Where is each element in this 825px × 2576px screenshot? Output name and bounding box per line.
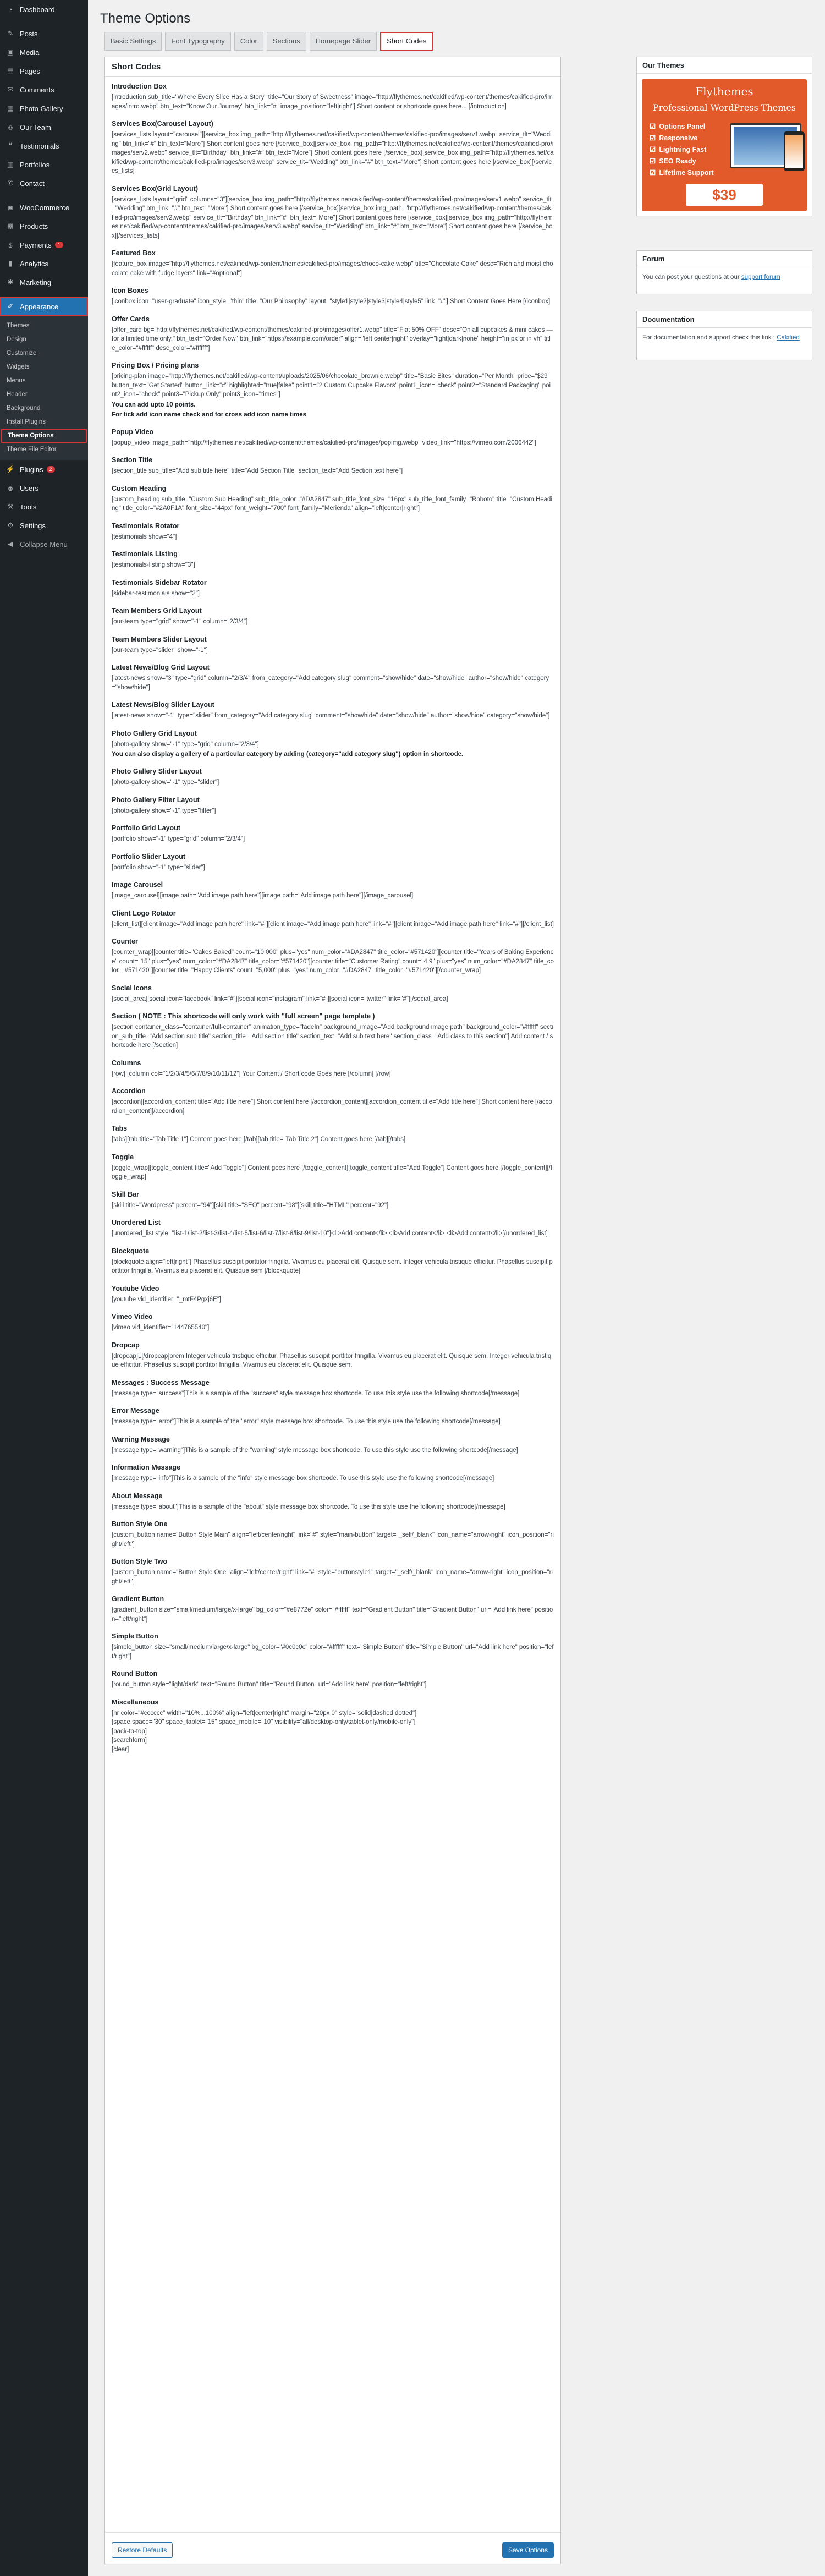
sidebar-item-label: Dashboard bbox=[20, 5, 55, 14]
posts-icon: ✎ bbox=[7, 29, 14, 37]
sidebar-item-label: Tools bbox=[20, 502, 37, 511]
shortcode-title: Pricing Box / Pricing plans bbox=[112, 361, 199, 369]
shortcode-title: Section Title bbox=[112, 456, 153, 464]
shortcode-text[interactable]: [searchform] bbox=[112, 1737, 147, 1744]
sidebar-item-label: Comments bbox=[20, 85, 54, 94]
shortcode-text[interactable]: [popup_video image_path="http://flythemes.net/cakified/wp-content/themes/cakified-pro/images/popimg.webp" video_link="https://vimeo.com/2006442"] bbox=[112, 439, 536, 446]
contact-icon: ✆ bbox=[7, 179, 14, 187]
shortcode-text[interactable]: [photo-gallery show="-1" type="filter"] bbox=[112, 807, 216, 814]
sidebar-item-payments[interactable] bbox=[0, 235, 88, 254]
notification-badge: 1 bbox=[55, 242, 63, 248]
shortcode-text[interactable]: [message type="warning"]This is a sample of the "warning" style message box shortcode. To use this style use the following shortcode[/message] bbox=[112, 1446, 518, 1454]
shortcode-title: Testimonials Sidebar Rotator bbox=[112, 578, 207, 587]
shortcode-section bbox=[112, 984, 554, 1004]
team-icon: ☺ bbox=[7, 123, 14, 131]
sidebar-item-appearance[interactable] bbox=[0, 297, 88, 316]
appearance-icon: ✐ bbox=[7, 302, 14, 310]
shortcode-title: Services Box(Carousel Layout) bbox=[112, 120, 213, 128]
shortcode-title: Skill Bar bbox=[112, 1190, 140, 1198]
sidebar-item-marketing[interactable] bbox=[0, 273, 88, 292]
checkbox-icon: ☑ bbox=[650, 146, 656, 154]
shortcode-section bbox=[112, 1379, 554, 1399]
shortcode-title: Columns bbox=[112, 1059, 141, 1067]
submenu-item-design[interactable]: Design bbox=[7, 336, 26, 343]
shortcode-text[interactable]: [offer_card bg="http://flythemes.net/cakified/wp-content/themes/cakified-pro/images/offer1.webp" title="Flat 50% OFF" desc="On all cupcakes & mini cakes — for a limited time only." btn_text="Order Now" btn_link="https://example.com/order" align="left|center|right" overlay="light|dark|none" height="in px or in vh" title_color="#ffffff" desc_color="#ffffff"] bbox=[112, 326, 553, 352]
sidebar-item-comments[interactable] bbox=[0, 80, 88, 99]
shortcode-section bbox=[112, 853, 554, 873]
shortcode-title: Blockquote bbox=[112, 1247, 150, 1255]
our-themes-title: Our Themes bbox=[637, 57, 812, 74]
shortcode-sections bbox=[105, 77, 560, 1754]
shortcode-title: Round Button bbox=[112, 1670, 158, 1678]
shortcode-text[interactable]: [message type="about"]This is a sample of the "about" style message box shortcode. To use this style use the following shortcode[/message] bbox=[112, 1503, 505, 1510]
promo-features bbox=[650, 121, 714, 179]
sidebar-item-label: Payments bbox=[20, 240, 52, 249]
shortcode-section bbox=[112, 1435, 554, 1455]
shortcode-title: Testimonials Listing bbox=[112, 550, 178, 558]
sidebar-item-label: Users bbox=[20, 484, 38, 492]
shortcode-text[interactable]: [section container_class="container/full-container" animation_type="fadeIn" background_image="Add background image path" background_color="#ffffff" section_sub_title="Add section sub title" section_title="Add section title" section_text="Add sub text here" section_class="Add class to this section"] Add content / shortcode here [/section] bbox=[112, 1024, 553, 1049]
shortcode-text[interactable]: [photo-gallery show="-1" type="grid" column="2/3/4"] bbox=[112, 741, 259, 748]
shortcode-text[interactable]: [custom_button name="Button Style Main" align="left/center/right" link="#" style="main-button" target="_self/_blank" icon_name="arrow-right" icon_position="right/left"] bbox=[112, 1532, 554, 1548]
shortcode-title: Testimonials Rotator bbox=[112, 522, 180, 530]
submenu-item-theme-options[interactable]: Theme Options bbox=[1, 429, 87, 443]
shortcode-text[interactable]: [message type="success"]This is a sample of the "success" style message box shortcode. To use this style use the following shortcode[/message] bbox=[112, 1390, 520, 1397]
shortcode-text[interactable]: [section_title sub_title="Add sub title here" title="Add Section Title" section_text="Add Section text here"] bbox=[112, 468, 403, 474]
promo-feature bbox=[650, 121, 714, 133]
shortcode-section bbox=[112, 1125, 554, 1144]
tab-sections[interactable]: Sections bbox=[267, 32, 306, 51]
sidebar-item-collapse-menu[interactable] bbox=[0, 535, 88, 553]
sidebar-item-label: Appearance bbox=[20, 302, 59, 311]
shortcode-title: Latest News/Blog Grid Layout bbox=[112, 664, 210, 671]
submenu-item-background[interactable]: Background bbox=[7, 405, 41, 412]
shortcode-text[interactable]: [latest-news show="3" type="grid" column="2/3/4" from_category="Add category slug" comment="show/hide" date="show/hide" author="show/hide" category="show/hide"] bbox=[112, 675, 549, 691]
shortcode-text[interactable]: [custom_button name="Button Style One" align="left/center/right" link="#" style="buttonstyle1" target="_self/_blank" icon_name="arrow-right" icon_position="right/left"] bbox=[112, 1569, 553, 1585]
shortcode-text[interactable]: [custom_heading sub_title="Custom Sub Heading" sub_title_color="#DA2847" sub_title_font_size="16px" sub_title_font_family="Roboto" title="Custom Heading" title_color="#2A0F1A" font_size="44px" font_weight="700" font_family="Merienda" align="left|center|right"] bbox=[112, 496, 553, 512]
shortcode-section bbox=[112, 1247, 554, 1276]
promo-feature bbox=[650, 133, 714, 144]
sidebar-item-label: Products bbox=[20, 222, 48, 231]
sidebar-item-label: Photo Gallery bbox=[20, 104, 63, 113]
sidebar-item-testimonials[interactable] bbox=[0, 136, 88, 155]
sidebar-item-tools[interactable] bbox=[0, 497, 88, 516]
testimonials-icon: ❝ bbox=[8, 141, 13, 150]
promo-feature bbox=[650, 156, 714, 167]
sidebar-item-plugins[interactable] bbox=[0, 460, 88, 479]
shortcode-title: Introduction Box bbox=[112, 83, 167, 90]
shortcode-title: Popup Video bbox=[112, 427, 154, 436]
sidebar-item-media[interactable] bbox=[0, 43, 88, 62]
shortcode-section bbox=[112, 1558, 554, 1586]
documentation-title: Documentation bbox=[637, 311, 812, 328]
documentation-box bbox=[636, 311, 812, 360]
shortcode-title: Unordered List bbox=[112, 1219, 161, 1226]
shortcode-section bbox=[112, 1059, 554, 1079]
shortcode-section bbox=[112, 485, 554, 513]
options-tabs bbox=[105, 32, 433, 51]
shortcode-section bbox=[112, 120, 554, 176]
documentation-text-label: For documentation and support check this link : bbox=[642, 335, 777, 341]
shortcode-text[interactable]: [portfolio show="-1" type="slider"] bbox=[112, 864, 205, 871]
restore-defaults-button[interactable]: Restore Defaults bbox=[112, 2542, 173, 2558]
shortcode-title: Team Members Grid Layout bbox=[112, 607, 202, 615]
shortcode-text[interactable]: [simple_button size="small/medium/large/x-large" bg_color="#0c0c0c" color="#ffffff" text="Simple Button" title="Simple Button" url="Add link here" position="left/right"] bbox=[112, 1644, 554, 1660]
media-icon: ▣ bbox=[7, 48, 14, 56]
shortcode-text[interactable]: [dropcap]L[/dropcap]orem Integer vehicula tristique efficitur. Phasellus suscipit porttitor fringilla. Vivamus eu placerat elit. Quisque sem. Integer vehicula tristique efficitur. Phasellus suscipit porttitor fringilla. Vivamus eu placerat elit. Quisque sem. bbox=[112, 1352, 552, 1368]
shortcode-title: Button Style One bbox=[112, 1520, 168, 1528]
sidebar-item-pages[interactable] bbox=[0, 62, 88, 80]
shortcode-note: You can also display a gallery of a particular category by adding (category="add category slug") option in shortcode. bbox=[112, 751, 464, 758]
sidebar-item-label: Our Team bbox=[20, 123, 51, 131]
shortcode-text[interactable]: [accordion][accordion_content title="Add title here"] Short content here [/accordion_content][accordion_content title="Add title here"] Short content here [/accordion_content][/accordion] bbox=[112, 1099, 552, 1115]
documentation-text bbox=[637, 328, 812, 348]
promo-price: $39 bbox=[686, 184, 763, 206]
shortcode-text[interactable]: [sidebar-testimonials show="2"] bbox=[112, 590, 200, 597]
sidebar-item-label: Posts bbox=[20, 29, 38, 38]
shortcode-title: Accordion bbox=[112, 1087, 146, 1095]
appearance-submenu bbox=[0, 316, 88, 460]
shortcode-text[interactable]: [skill title="Wordpress" percent="94"][skill title="SEO" percent="98"][skill title="HTML" percent="92"] bbox=[112, 1202, 389, 1209]
shortcode-title: Icon Boxes bbox=[112, 287, 148, 294]
dashboard-icon: ◔ bbox=[8, 5, 13, 14]
shortcode-title: Messages : Success Message bbox=[112, 1378, 210, 1386]
our-themes-box bbox=[636, 57, 812, 216]
shortcode-text[interactable]: [client_list][client image="Add image path here" link="#"][client image="Add image path here" link="#"][client image="Add image path here" link="#"][/client_list] bbox=[112, 920, 554, 928]
short-codes-panel bbox=[105, 57, 561, 2564]
theme-promo-banner[interactable] bbox=[642, 79, 807, 211]
promo-feature-label: SEO Ready bbox=[659, 157, 696, 165]
shortcode-title: Information Message bbox=[112, 1464, 181, 1471]
shortcode-title: Photo Gallery Slider Layout bbox=[112, 768, 202, 775]
shortcode-section bbox=[112, 938, 554, 975]
shortcode-title: Team Members Slider Layout bbox=[112, 635, 207, 643]
shortcode-section bbox=[112, 1012, 554, 1050]
shortcode-section bbox=[112, 664, 554, 692]
promo-feature-label: Responsive bbox=[659, 134, 698, 142]
shortcode-section bbox=[112, 1285, 554, 1305]
shortcode-text[interactable]: [testimonials show="4"] bbox=[112, 533, 177, 540]
shortcode-section bbox=[112, 522, 554, 542]
shortcode-text[interactable]: [clear] bbox=[112, 1746, 129, 1753]
users-icon: ☻ bbox=[7, 484, 14, 492]
notification-badge: 2 bbox=[47, 466, 55, 473]
menu-separator bbox=[0, 292, 88, 297]
marketing-icon: ✱ bbox=[7, 278, 14, 286]
shortcode-title: Featured Box bbox=[112, 249, 156, 257]
support-forum-link[interactable]: support forum bbox=[741, 274, 780, 281]
analytics-icon: ▮ bbox=[8, 259, 13, 267]
sidebar-item-label: Plugins bbox=[20, 465, 43, 474]
sidebar-item-label: Media bbox=[20, 48, 40, 57]
shortcode-section bbox=[112, 1520, 554, 1549]
sidebar-item-label: Collapse Menu bbox=[20, 540, 68, 549]
shortcode-section bbox=[112, 1341, 554, 1370]
shortcode-title: Image Carousel bbox=[112, 881, 163, 889]
forum-title: Forum bbox=[637, 251, 812, 267]
shortcode-section bbox=[112, 579, 554, 599]
shortcode-text[interactable]: [back-to-top] bbox=[112, 1728, 147, 1735]
shortcode-title: Simple Button bbox=[112, 1632, 158, 1640]
sidebar-item-label: WooCommerce bbox=[20, 203, 70, 212]
panel-title: Short Codes bbox=[105, 57, 560, 77]
woocommerce-icon: ◙ bbox=[8, 203, 13, 212]
shortcode-title: Warning Message bbox=[112, 1435, 170, 1443]
sidebar-item-settings[interactable] bbox=[0, 516, 88, 535]
shortcode-text[interactable]: [tabs][tab title="Tab Title 1"] Content goes here [/tab][tab title="Tab Title 2"] Content goes here [/tab][/tabs] bbox=[112, 1136, 406, 1143]
shortcode-title: Button Style Two bbox=[112, 1558, 168, 1565]
menu-separator bbox=[0, 193, 88, 198]
sidebar-item-posts[interactable] bbox=[0, 24, 88, 43]
tab-basic-settings[interactable]: Basic Settings bbox=[105, 32, 162, 51]
shortcode-title: Offer Cards bbox=[112, 315, 150, 323]
shortcode-section bbox=[112, 909, 554, 929]
shortcode-title: Youtube Video bbox=[112, 1284, 160, 1292]
shortcode-text[interactable]: [round_button style="light/dark" text="Round Button" title="Round Button" url="Add link here" position="left/right"] bbox=[112, 1681, 427, 1688]
menu-separator bbox=[0, 19, 88, 24]
submenu-item-header[interactable]: Header bbox=[7, 391, 28, 398]
sidebar-item-products[interactable] bbox=[0, 217, 88, 235]
tab-homepage-slider[interactable]: Homepage Slider bbox=[310, 32, 377, 51]
shortcode-section bbox=[112, 83, 554, 111]
shortcode-section bbox=[112, 1191, 554, 1210]
checkbox-icon: ☑ bbox=[650, 134, 656, 142]
checkbox-icon: ☑ bbox=[650, 157, 656, 165]
shortcode-text[interactable]: [our-team type="grid" show="-1" column="2/3/4"] bbox=[112, 618, 248, 625]
shortcode-text[interactable]: [message type="error"]This is a sample of the "error" style message box shortcode. To use this style use the following shortcode[/message] bbox=[112, 1418, 501, 1425]
sidebar-item-label: Settings bbox=[20, 521, 46, 530]
shortcode-text[interactable]: [portfolio show="-1" type="grid" column="2/3/4"] bbox=[112, 836, 245, 842]
shortcode-section bbox=[112, 1407, 554, 1427]
shortcode-section bbox=[112, 550, 554, 570]
shortcode-text[interactable]: [image_carousel][image path="Add image path here"][image path="Add image path here"][/image_carousel] bbox=[112, 892, 414, 899]
shortcode-title: Custom Heading bbox=[112, 484, 167, 492]
submenu-item-menus[interactable]: Menus bbox=[7, 377, 26, 384]
shortcode-section bbox=[112, 428, 554, 448]
shortcode-title: Photo Gallery Filter Layout bbox=[112, 796, 200, 804]
shortcode-section bbox=[112, 1219, 554, 1238]
shortcode-title: Gradient Button bbox=[112, 1595, 164, 1603]
shortcode-text[interactable]: [unordered_list style="list-1/list-2/list-3/list-4/list-5/list-6/list-7/list-8/list-9/list-10"]<li>Add content</li> <li>Add content</li> <li>Add content</li>[/unordered_list] bbox=[112, 1230, 548, 1237]
sidebar-item-contact[interactable] bbox=[0, 174, 88, 193]
shortcode-title: Dropcap bbox=[112, 1341, 140, 1349]
shortcode-section bbox=[112, 185, 554, 241]
sidebar-item-our-team[interactable] bbox=[0, 118, 88, 136]
promo-feature-label: Options Panel bbox=[659, 123, 706, 130]
shortcode-note: For tick add icon name check and for cross add icon name times bbox=[112, 411, 307, 418]
documentation-link[interactable]: Cakified bbox=[777, 335, 800, 341]
tab-color[interactable]: Color bbox=[234, 32, 263, 51]
shortcode-section bbox=[112, 1595, 554, 1624]
submenu-item-widgets[interactable]: Widgets bbox=[7, 364, 30, 370]
shortcode-section bbox=[112, 361, 554, 419]
shortcode-title: Section ( NOTE : This shortcode will only work with "full screen" page template ) bbox=[112, 1012, 375, 1020]
shortcode-text[interactable]: [space space="30" space_tablet="15" space_mobile="10" visibility="all/desktop-only/tablet-only/mobile-only"] bbox=[112, 1719, 416, 1725]
shortcode-text[interactable]: [services_lists layout="grid" columns="3"][service_box img_path="http://flythemes.net/cakified/wp-content/themes/cakified-pro/images/serv1.webp" service_tlt="Wedding" btn_link="#" btn_text="More"] Short content goes here [/service_box][service_box img_path="http://flythemes.net/cakified/wp-content/themes/cakified-pro/images/serv2.webp" service_tlt="Birthday" btn_link="#" btn_text="More"] Short content goes here [/service_box][service_box img_path="http://flythemes.net/cakified/wp-content/themes/cakified-pro/images/serv3.webp" service_tlt="Wedding" btn_link="#" btn_text="More"] Short content goes here [/service_box][/services_lists] bbox=[112, 196, 553, 239]
shortcode-section bbox=[112, 1632, 554, 1661]
shortcode-text[interactable]: [services_lists layout="carousel"][service_box img_path="http://flythemes.net/cakified/wp-content/themes/cakified-pro/images/serv1.webp" service_tlt="Wedding" btn_link="#" btn_text="More"] Short content goes here [/service_box][service_box img_path="http://flythemes.net/cakified/wp-content/themes/cakified-pro/images/serv2.webp" service_tlt="Birthday" btn_link="#" btn_text="More"] Short content goes here [/service_box][service_box img_path="http://flythemes.net/cakified/wp-content/themes/cakified-pro/images/serv3.webp" service_tlt="Wedding" btn_link="#" btn_text="More"] Short content goes here [/service_box][/services_lists] bbox=[112, 131, 554, 174]
submenu-item-theme-file-editor[interactable]: Theme File Editor bbox=[7, 446, 57, 453]
promo-brand: Flythemes bbox=[695, 85, 754, 98]
shortcode-title: Error Message bbox=[112, 1407, 160, 1415]
shortcode-text[interactable]: [blockquote align="left|right"] Phasellus suscipit porttitor fringilla. Vivamus eu placerat elit. Quisque sem. Integer vehicula tristique efficitur. Phasellus suscipit porttitor fringilla. Vivamus eu placerat elit. Quisque sem [/blockquote] bbox=[112, 1258, 553, 1274]
save-options-button[interactable]: Save Options bbox=[502, 2542, 554, 2558]
sidebar-item-woocommerce[interactable] bbox=[0, 198, 88, 217]
promo-feature bbox=[650, 167, 714, 179]
shortcode-section bbox=[112, 730, 554, 759]
shortcode-title: Portfolio Slider Layout bbox=[112, 852, 186, 861]
shortcode-section bbox=[112, 824, 554, 844]
shortcode-section bbox=[112, 1087, 554, 1116]
settings-icon: ⚙ bbox=[7, 521, 14, 529]
shortcode-section bbox=[112, 1698, 554, 1755]
collapse-icon: ◀ bbox=[8, 540, 13, 548]
shortcode-section bbox=[112, 249, 554, 278]
shortcode-text[interactable]: [message type="info"]This is a sample of the "info" style message box shortcode. To use this style use the following shortcode[/message] bbox=[112, 1475, 494, 1482]
shortcode-title: About Message bbox=[112, 1492, 163, 1500]
portfolios-icon: ▥ bbox=[7, 160, 14, 168]
shortcode-section bbox=[112, 1464, 554, 1483]
shortcode-title: Latest News/Blog Slider Layout bbox=[112, 701, 215, 709]
shortcode-title: Social Icons bbox=[112, 984, 152, 992]
tab-font-typography[interactable]: Font Typography bbox=[165, 32, 230, 51]
shortcode-section bbox=[112, 796, 554, 816]
checkbox-icon: ☑ bbox=[650, 123, 656, 130]
shortcode-text[interactable]: [vimeo vid_identifier="144765540"] bbox=[112, 1324, 210, 1331]
shortcode-section bbox=[112, 1153, 554, 1182]
shortcode-title: Miscellaneous bbox=[112, 1698, 159, 1706]
shortcode-section bbox=[112, 635, 554, 655]
panel-footer bbox=[105, 2532, 560, 2564]
shortcode-text[interactable]: [youtube vid_identifier="_mtF4Pgxj6E"] bbox=[112, 1296, 221, 1303]
sidebar-item-label: Portfolios bbox=[20, 160, 50, 169]
shortcode-text[interactable]: [gradient_button size="small/medium/large/x-large" bg_color="#e8772e" color="#ffffff" text="Gradient Button" title="Gradient Button" url="Add link here" position="left/right"] bbox=[112, 1607, 553, 1623]
shortcode-section bbox=[112, 1492, 554, 1512]
shortcode-text[interactable]: [feature_box image="http://flythemes.net/cakified/wp-content/themes/cakified-pro/images/choco-cake.webp" title="Chocolate Cake" desc="Rich and moist chocolate cake with fudge layers" link="#optional"] bbox=[112, 261, 553, 277]
plugins-icon: ⚡ bbox=[6, 465, 15, 473]
tab-short-codes[interactable]: Short Codes bbox=[380, 32, 433, 51]
shortcode-section bbox=[112, 287, 554, 306]
shortcode-text[interactable]: [pricing-plan image="http://flythemes.net/cakified/wp-content/uploads/2025/06/chocolate_brownie.webp" title="Basic Bites" duration="Per Month" price="$29" button_text="Get Started" button_link="#" highlighted="true|false" point1="2 Custom Cupcake Flavors" point1_icon="check" point2="Standard Packaging" point2_icon="check" point3="Pickup Only" point3_icon="times"] bbox=[112, 373, 551, 398]
gallery-icon: ▦ bbox=[7, 104, 14, 112]
shortcode-section bbox=[112, 456, 554, 476]
shortcode-section bbox=[112, 607, 554, 627]
promo-subtitle: Professional WordPress Themes bbox=[652, 102, 796, 113]
submenu-item-install-plugins[interactable]: Install Plugins bbox=[7, 419, 46, 425]
products-icon: ▩ bbox=[7, 222, 14, 230]
shortcode-text[interactable]: [social_area][social icon="facebook" link="#"][social icon="instagram" link="#"][social icon="twitter" link="#"][/social_area] bbox=[112, 995, 448, 1002]
comments-icon: ✉ bbox=[7, 85, 14, 94]
shortcode-title: Vimeo Video bbox=[112, 1313, 153, 1320]
forum-box bbox=[636, 250, 812, 294]
sidebar-item-users[interactable] bbox=[0, 479, 88, 497]
pages-icon: ▤ bbox=[7, 67, 14, 75]
shortcode-section bbox=[112, 1670, 554, 1690]
sidebar-item-analytics[interactable] bbox=[0, 254, 88, 273]
shortcode-title: Toggle bbox=[112, 1153, 134, 1161]
phone-illustration bbox=[784, 131, 805, 171]
submenu-item-customize[interactable]: Customize bbox=[7, 350, 37, 357]
forum-text-label: You can post your questions at our bbox=[642, 274, 741, 281]
shortcode-section bbox=[112, 768, 554, 787]
shortcode-section bbox=[112, 701, 554, 721]
sidebar-item-label: Testimonials bbox=[20, 141, 59, 150]
promo-feature bbox=[650, 144, 714, 156]
shortcode-note: You can add upto 10 points. bbox=[112, 401, 196, 408]
shortcode-title: Client Logo Rotator bbox=[112, 909, 176, 917]
shortcode-title: Services Box(Grid Layout) bbox=[112, 184, 198, 193]
tools-icon: ⚒ bbox=[7, 502, 14, 511]
checkbox-icon: ☑ bbox=[650, 169, 656, 177]
sidebar-item-portfolios[interactable] bbox=[0, 155, 88, 174]
sidebar-item-label: Marketing bbox=[20, 278, 52, 287]
shortcode-text[interactable]: [introduction sub_title="Where Every Slice Has a Story" title="Our Story of Sweetness" image="http://flythemes.net/cakified/wp-content/themes/cakified-pro/images/intro.webp" btn_text="Know Our Journey" btn_link="#" image_position="left|right"] Short content or shortcode goes here... [/introduction] bbox=[112, 94, 553, 110]
shortcode-section bbox=[112, 881, 554, 901]
shortcode-text[interactable]: [hr color="#cccccc" width="10%...100%" align="left|center|right" margin="20px 0" style="solid|dashed|dotted"] bbox=[112, 1709, 417, 1717]
shortcode-text[interactable]: [toggle_wrap][toggle_content title="Add Toggle"] Content goes here [/toggle_content][toggle_content title="Add Toggle"] Content goes here [/toggle_content][/toggle_wrap] bbox=[112, 1164, 553, 1180]
shortcode-title: Counter bbox=[112, 938, 138, 945]
payments-icon: $ bbox=[8, 240, 13, 249]
shortcode-text[interactable]: [testimonials-listing show="3"] bbox=[112, 562, 195, 568]
sidebar-item-label: Analytics bbox=[20, 259, 49, 268]
sidebar-item-photo-gallery[interactable] bbox=[0, 99, 88, 118]
shortcode-text[interactable]: [row] [column col="1/2/3/4/5/6/7/8/9/10/11/12"] Your Content / Short code Goes here [/column] [/row] bbox=[112, 1070, 391, 1077]
shortcode-title: Photo Gallery Grid Layout bbox=[112, 729, 197, 737]
promo-feature-label: Lightning Fast bbox=[659, 146, 707, 154]
shortcode-section bbox=[112, 1313, 554, 1333]
page-title: Theme Options bbox=[100, 11, 191, 26]
shortcode-text[interactable]: [counter_wrap][counter title="Cakes Baked" count="10,000" plus="yes" num_color="#DA2847" title_color="#571420"][counter title="Years of Baking Experience" count="15" plus="yes" num_color="#DA2847" title_color="#571420"][counter title="Customer Rating" count="4.9" plus="yes" num_color="#DA2847" title_color="#571420"][counter title="Happy Clients" count="5,000" plus="yes" num_color="#DA2847" title_color="#571420"][/counter_wrap] bbox=[112, 949, 554, 974]
forum-text bbox=[637, 267, 812, 287]
submenu-item-themes[interactable]: Themes bbox=[7, 322, 30, 329]
shortcode-section bbox=[112, 315, 554, 353]
sidebar-item-dashboard[interactable] bbox=[0, 0, 88, 19]
shortcode-title: Tabs bbox=[112, 1125, 128, 1132]
shortcode-text[interactable]: [latest-news show="-1" type="slider" from_category="Add category slug" comment="show/hide" date="show/hide" author="show/hide" category="show/hide"] bbox=[112, 712, 550, 719]
shortcode-text[interactable]: [iconbox icon="user-graduate" icon_style="thin" title="Our Philosophy" layout="style1|style2|style3|style4|style5" link="#"] Short Content Goes Here [/iconbox] bbox=[112, 298, 551, 305]
admin-sidebar bbox=[0, 0, 88, 2576]
shortcode-text[interactable]: [photo-gallery show="-1" type="slider"] bbox=[112, 779, 219, 786]
promo-feature-label: Lifetime Support bbox=[659, 169, 714, 177]
sidebar-item-label: Contact bbox=[20, 179, 45, 188]
sidebar-item-label: Pages bbox=[20, 67, 40, 75]
shortcode-text[interactable]: [our-team type="slider" show="-1"] bbox=[112, 646, 208, 654]
shortcode-title: Portfolio Grid Layout bbox=[112, 824, 180, 832]
